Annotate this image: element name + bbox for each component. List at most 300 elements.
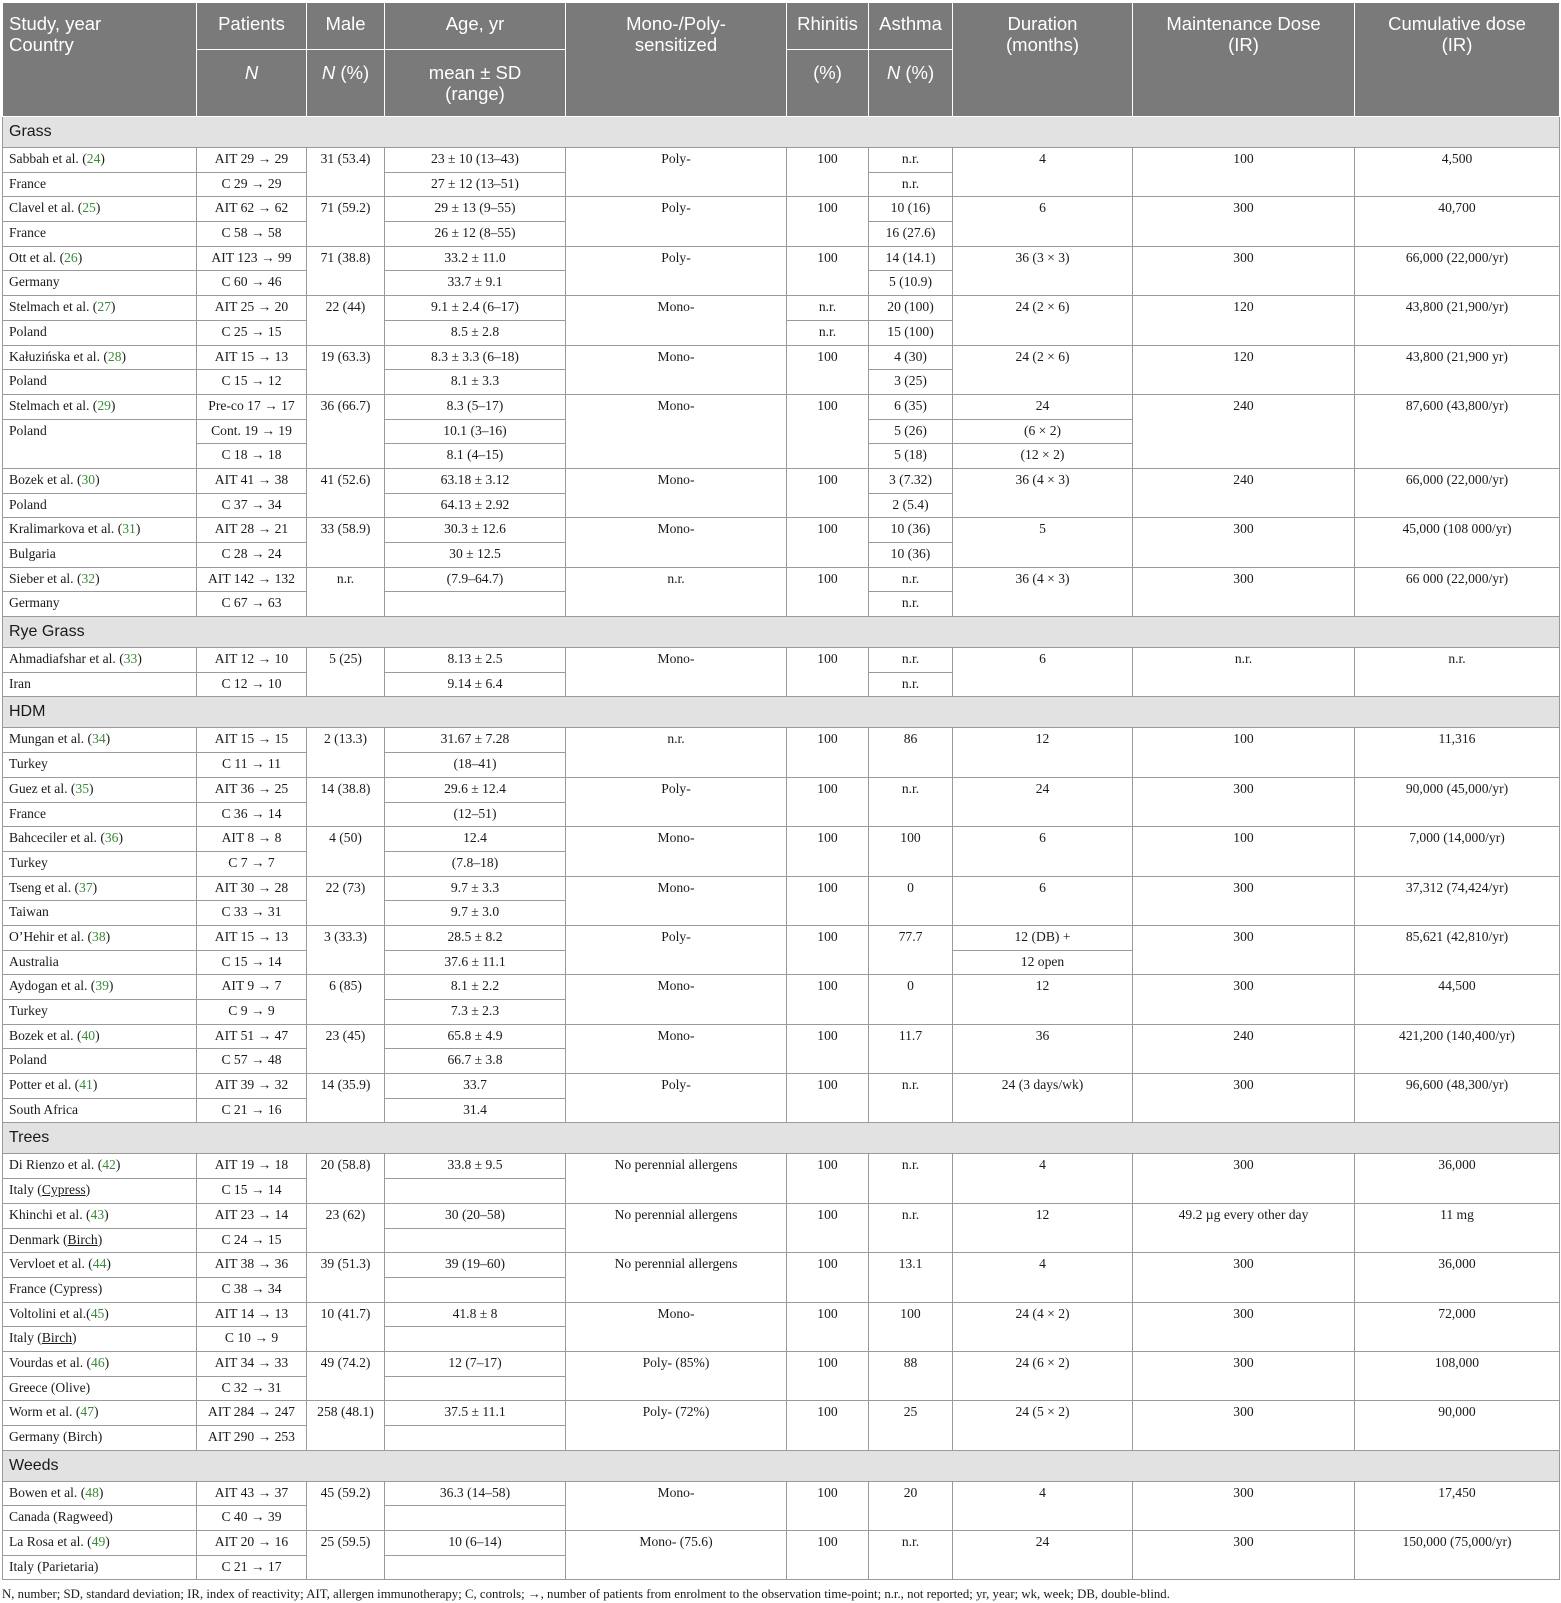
- cumulative-dose-cell: 17,450: [1355, 1481, 1560, 1530]
- cumulative-dose-cell: 45,000 (108 000/yr): [1355, 518, 1560, 567]
- rhinitis-cell: 100: [787, 197, 869, 246]
- cumulative-dose-cell: 4,500: [1355, 148, 1560, 197]
- asthma-cell: 13.1: [869, 1253, 953, 1302]
- reference-close: ): [110, 397, 116, 413]
- duration-cell: 12: [953, 975, 1133, 1024]
- rhinitis-cell: 100: [787, 1401, 869, 1450]
- rhinitis-cell: 100: [787, 876, 869, 925]
- table-row: [3, 345, 1560, 370]
- patients-cell: AIT 15 → 15: [197, 728, 307, 753]
- patients-cell: C 11 → 11: [197, 753, 307, 778]
- header-cumulative: [1355, 3, 1560, 117]
- asthma-cell: 2 (5.4): [869, 493, 953, 518]
- study-name-text: Di Rienzo et al. (: [9, 1157, 103, 1173]
- study-name-text: La Rosa et al. (: [9, 1534, 92, 1550]
- male-cell: 41 (52.6): [307, 468, 385, 517]
- table-row: [3, 1024, 1560, 1049]
- header-patients-sub: N: [197, 50, 307, 117]
- age-cell: 8.13 ± 2.5: [385, 648, 566, 673]
- age-cell: [385, 1426, 566, 1451]
- maintenance-dose-cell: 120: [1133, 296, 1355, 345]
- age-cell: 9.1 ± 2.4 (6–17): [385, 296, 566, 321]
- rhinitis-cell: 100: [787, 1302, 869, 1351]
- study-name: [3, 296, 197, 321]
- sensitized-cell: Poly-: [566, 246, 787, 295]
- table-row: [3, 1531, 1560, 1556]
- male-cell: 4 (50): [307, 827, 385, 876]
- rhinitis-cell: n.r.: [787, 320, 869, 345]
- table-container: [2, 2, 1559, 1602]
- patients-cell: AIT 39 → 32: [197, 1074, 307, 1099]
- rhinitis-cell: 100: [787, 777, 869, 826]
- reference-link: 43: [90, 1206, 105, 1222]
- allergen-text: Cypress: [41, 1182, 86, 1198]
- patients-cell: AIT 51 → 47: [197, 1024, 307, 1049]
- age-cell: [385, 1555, 566, 1580]
- header-asthma: Asthma: [869, 3, 953, 50]
- patients-cell: C 38 → 34: [197, 1277, 307, 1302]
- asthma-cell: 0: [869, 975, 953, 1024]
- sensitized-cell: Mono-: [566, 827, 787, 876]
- age-cell: 33.7 ± 9.1: [385, 271, 566, 296]
- study-name: [3, 1074, 197, 1099]
- age-cell: 27 ± 12 (13–51): [385, 172, 566, 197]
- study-country: [3, 271, 197, 296]
- country-text: Denmark (: [9, 1231, 68, 1247]
- study-name: [3, 1401, 197, 1426]
- sensitized-cell: Poly-: [566, 148, 787, 197]
- study-name-text: Potter et al. (: [9, 1077, 80, 1093]
- age-cell: 31.67 ± 7.28: [385, 728, 566, 753]
- reference-close: ): [118, 830, 123, 846]
- patients-cell: C 57 → 48: [197, 1049, 307, 1074]
- asthma-cell: 100: [869, 827, 953, 876]
- age-cell: 9.7 ± 3.3: [385, 876, 566, 901]
- country-text: Turkey: [9, 756, 48, 772]
- patients-cell: C 33 → 31: [197, 901, 307, 926]
- study-country: [3, 172, 197, 197]
- reference-link: 34: [92, 731, 106, 747]
- duration-cell: 12 (DB) +: [953, 925, 1133, 950]
- study-country: [3, 1426, 197, 1451]
- study-name: [3, 1531, 197, 1556]
- study-name: [3, 246, 197, 271]
- reference-close: ): [121, 348, 127, 364]
- country-text: Bulgaria: [9, 546, 56, 561]
- reference-link: 36: [104, 830, 119, 846]
- duration-cell: 36 (3 × 3): [953, 246, 1133, 295]
- cumulative-dose-cell: 7,000 (14,000/yr): [1355, 827, 1560, 876]
- cumulative-dose-cell: 421,200 (140,400/yr): [1355, 1024, 1560, 1073]
- rhinitis-cell: 100: [787, 925, 869, 974]
- reference-link: 49: [91, 1534, 106, 1550]
- country-text: Australia: [9, 953, 59, 969]
- age-cell: (12–51): [385, 802, 566, 827]
- study-name-text: Kałuzińska et al. (: [9, 348, 108, 364]
- study-name-text: Vourdas et al. (: [9, 1354, 92, 1370]
- age-cell: 65.8 ± 4.9: [385, 1024, 566, 1049]
- rhinitis-cell: 100: [787, 1074, 869, 1123]
- asthma-cell: 3 (25): [869, 370, 953, 395]
- table-row: [3, 1074, 1560, 1099]
- maintenance-dose-cell: 300: [1133, 925, 1355, 974]
- duration-cell: 24 (5 × 2): [953, 1401, 1133, 1450]
- study-country: [3, 1327, 197, 1352]
- study-country: [3, 222, 197, 247]
- patients-cell: AIT 15 → 13: [197, 925, 307, 950]
- reference-close: ): [104, 1305, 109, 1321]
- patients-cell: AIT 23 → 14: [197, 1203, 307, 1228]
- study-country: [3, 543, 197, 568]
- rhinitis-cell: 100: [787, 1024, 869, 1073]
- country-text: Iran: [9, 675, 31, 691]
- duration-cell: 5: [953, 518, 1133, 567]
- patients-cell: C 25 → 15: [197, 320, 307, 345]
- reference-link: 26: [64, 249, 78, 265]
- asthma-cell: 4 (30): [869, 345, 953, 370]
- sensitized-cell: Poly-: [566, 777, 787, 826]
- reference-close: ): [89, 780, 94, 796]
- country-text: ): [85, 1182, 91, 1198]
- reference-link: 38: [92, 928, 106, 944]
- sensitized-cell: Mono-: [566, 518, 787, 567]
- duration-cell: 4: [953, 1253, 1133, 1302]
- age-cell: 26 ± 12 (8–55): [385, 222, 566, 247]
- study-country: [3, 1376, 197, 1401]
- age-cell: 37.6 ± 11.1: [385, 950, 566, 975]
- header-sens-line1: Mono-/Poly-: [626, 13, 726, 34]
- duration-cell: 4: [953, 1481, 1133, 1530]
- maintenance-dose-cell: 300: [1133, 777, 1355, 826]
- sensitized-cell: No perennial allergens: [566, 1154, 787, 1203]
- patients-cell: AIT 20 → 16: [197, 1531, 307, 1556]
- study-country: [3, 901, 197, 926]
- male-cell: 6 (85): [307, 975, 385, 1024]
- duration-cell: 36: [953, 1024, 1133, 1073]
- asthma-cell: n.r.: [869, 777, 953, 826]
- country-text: ): [97, 1231, 103, 1247]
- reference-link: 30: [81, 471, 96, 487]
- maintenance-dose-cell: 300: [1133, 876, 1355, 925]
- reference-close: ): [92, 1077, 98, 1093]
- allergen-text: Birch: [67, 1231, 98, 1247]
- study-name: [3, 468, 197, 493]
- study-name: [3, 827, 197, 852]
- header-study-line1: Study, year: [9, 13, 102, 34]
- table-body: [3, 117, 1560, 1580]
- table-row: [3, 468, 1560, 493]
- maintenance-dose-cell: 100: [1133, 728, 1355, 777]
- asthma-cell: 5 (18): [869, 444, 953, 469]
- header-age-sub-line1: mean ± SD: [428, 62, 522, 83]
- patients-cell: AIT 28 → 21: [197, 518, 307, 543]
- patients-cell: AIT 12 → 10: [197, 648, 307, 673]
- asthma-cell: 5 (26): [869, 419, 953, 444]
- table-row: [3, 975, 1560, 1000]
- rhinitis-cell: 100: [787, 648, 869, 697]
- reference-link: 35: [75, 780, 90, 796]
- maintenance-dose-cell: 300: [1133, 1351, 1355, 1400]
- age-cell: 33.2 ± 11.0: [385, 246, 566, 271]
- age-cell: 10 (6–14): [385, 1531, 566, 1556]
- cumulative-dose-cell: 36,000: [1355, 1253, 1560, 1302]
- patients-cell: AIT 284 → 247: [197, 1401, 307, 1426]
- cumulative-dose-cell: 108,000: [1355, 1351, 1560, 1400]
- asthma-cell: 5 (10.9): [869, 271, 953, 296]
- age-cell: 64.13 ± 2.92: [385, 493, 566, 518]
- reference-close: ): [92, 879, 98, 895]
- patients-cell: AIT 142 → 132: [197, 567, 307, 592]
- study-country: [3, 753, 197, 778]
- header-asthma-sub-n: N: [886, 62, 901, 83]
- male-cell: 23 (62): [307, 1203, 385, 1252]
- age-cell: [385, 592, 566, 617]
- table-row: [3, 648, 1560, 673]
- maintenance-dose-cell: 240: [1133, 468, 1355, 517]
- cumulative-dose-cell: 66,000 (22,000/yr): [1355, 468, 1560, 517]
- asthma-cell: n.r.: [869, 1203, 953, 1252]
- table-row: [3, 827, 1560, 852]
- study-country: [3, 1506, 197, 1531]
- study-country: [3, 419, 197, 468]
- reference-link: 48: [85, 1484, 99, 1500]
- patients-cell: AIT 29 → 29: [197, 148, 307, 173]
- sensitized-cell: Mono-: [566, 1302, 787, 1351]
- male-cell: 71 (59.2): [307, 197, 385, 246]
- reference-link: 25: [82, 200, 96, 216]
- reference-close: ): [93, 1404, 99, 1420]
- maintenance-dose-cell: 300: [1133, 1154, 1355, 1203]
- male-cell: 36 (66.7): [307, 394, 385, 468]
- male-cell: 258 (48.1): [307, 1401, 385, 1450]
- asthma-cell: 3 (7.32): [869, 468, 953, 493]
- age-cell: 9.7 ± 3.0: [385, 901, 566, 926]
- study-country: [3, 1000, 197, 1025]
- country-text: Italy (: [9, 1330, 42, 1346]
- asthma-cell: n.r.: [869, 148, 953, 173]
- reference-close: ): [95, 570, 100, 586]
- maintenance-dose-cell: 300: [1133, 1074, 1355, 1123]
- duration-cell: 12: [953, 728, 1133, 777]
- reference-close: ): [104, 1206, 109, 1222]
- study-name: [3, 394, 197, 419]
- duration-cell: 24 (2 × 6): [953, 345, 1133, 394]
- maintenance-dose-cell: 100: [1133, 827, 1355, 876]
- study-name-text: Worm et al. (: [9, 1404, 81, 1420]
- age-cell: [385, 1277, 566, 1302]
- sensitized-cell: Mono-: [566, 394, 787, 468]
- sensitized-cell: Poly-: [566, 197, 787, 246]
- age-cell: 9.14 ± 6.4: [385, 672, 566, 697]
- duration-cell: 6: [953, 876, 1133, 925]
- patients-cell: C 29 → 29: [197, 172, 307, 197]
- duration-cell: 24 (4 × 2): [953, 1302, 1133, 1351]
- reference-link: 33: [123, 651, 138, 667]
- cumulative-dose-cell: 43,800 (21,900/yr): [1355, 296, 1560, 345]
- maintenance-dose-cell: 300: [1133, 246, 1355, 295]
- study-name-text: Khinchi et al. (: [9, 1206, 91, 1222]
- country-text: Germany: [9, 595, 60, 611]
- section-row: [3, 617, 1560, 648]
- male-cell: 22 (73): [307, 876, 385, 925]
- cumulative-dose-cell: 150,000 (75,000/yr): [1355, 1531, 1560, 1580]
- rhinitis-cell: 100: [787, 1203, 869, 1252]
- asthma-cell: 86: [869, 728, 953, 777]
- cumulative-dose-cell: 66 000 (22,000/yr): [1355, 567, 1560, 616]
- rhinitis-cell: 100: [787, 827, 869, 876]
- reference-link: 44: [92, 1256, 107, 1272]
- country-text: South Africa: [9, 1101, 79, 1117]
- asthma-cell: n.r.: [869, 648, 953, 673]
- study-country: [3, 1555, 197, 1580]
- duration-cell: 6: [953, 827, 1133, 876]
- table-row: [3, 148, 1560, 173]
- asthma-cell: n.r.: [869, 1531, 953, 1580]
- patients-cell: C 15 → 14: [197, 1179, 307, 1204]
- sensitized-cell: Poly- (72%): [566, 1401, 787, 1450]
- patients-cell: AIT 38 → 36: [197, 1253, 307, 1278]
- asthma-cell: n.r.: [869, 672, 953, 697]
- age-cell: 30 ± 12.5: [385, 543, 566, 568]
- study-name-text: Guez et al. (: [9, 780, 76, 796]
- age-cell: (7.9–64.7): [385, 567, 566, 592]
- rhinitis-cell: 100: [787, 345, 869, 394]
- study-name-text: O’Hehir et al. (: [9, 928, 93, 944]
- study-name: [3, 728, 197, 753]
- patients-cell: AIT 41 → 38: [197, 468, 307, 493]
- rhinitis-cell: 100: [787, 1351, 869, 1400]
- patients-cell: AIT 123 → 99: [197, 246, 307, 271]
- study-name: [3, 1154, 197, 1179]
- allergen-text: Birch: [41, 1330, 73, 1346]
- cumulative-dose-cell: 43,800 (21,900 yr): [1355, 345, 1560, 394]
- sensitized-cell: Mono-: [566, 468, 787, 517]
- patients-cell: C 24 → 15: [197, 1228, 307, 1253]
- duration-cell: 12 open: [953, 950, 1133, 975]
- cumulative-dose-cell: 44,500: [1355, 975, 1560, 1024]
- patients-cell: C 37 → 34: [197, 493, 307, 518]
- age-cell: [385, 1506, 566, 1531]
- country-text: Poland: [9, 323, 47, 339]
- asthma-cell: n.r.: [869, 172, 953, 197]
- header-asthma-sub: [869, 50, 953, 117]
- asthma-cell: 6 (35): [869, 394, 953, 419]
- patients-cell: AIT 290 → 253: [197, 1426, 307, 1451]
- patients-cell: C 32 → 31: [197, 1376, 307, 1401]
- reference-link: 37: [79, 879, 93, 895]
- header-duration: [953, 3, 1133, 117]
- asthma-cell: 16 (27.6): [869, 222, 953, 247]
- rhinitis-cell: 100: [787, 246, 869, 295]
- patients-cell: C 21 → 16: [197, 1098, 307, 1123]
- header-sens-line2: sensitized: [634, 34, 718, 55]
- patients-cell: Cont. 19 → 19: [197, 419, 307, 444]
- duration-cell: 24 (2 × 6): [953, 296, 1133, 345]
- age-cell: 28.5 ± 8.2: [385, 925, 566, 950]
- maintenance-dose-cell: 300: [1133, 567, 1355, 616]
- reference-close: ): [95, 471, 100, 487]
- reference-close: ): [110, 299, 116, 315]
- reference-close: ): [108, 978, 114, 994]
- header-maintenance: [1133, 3, 1355, 117]
- patients-cell: AIT 8 → 8: [197, 827, 307, 852]
- study-name-text: Ahmadiafshar et al. (: [9, 651, 124, 667]
- reference-close: ): [106, 1256, 111, 1272]
- study-country: [3, 950, 197, 975]
- table-row: [3, 246, 1560, 271]
- country-text: Turkey: [9, 1003, 48, 1018]
- duration-cell: 4: [953, 148, 1133, 197]
- asthma-cell: n.r.: [869, 592, 953, 617]
- sensitized-cell: Poly-: [566, 925, 787, 974]
- header-sensitized: [566, 3, 787, 117]
- header-patients: Patients: [197, 3, 307, 50]
- rhinitis-cell: 100: [787, 1531, 869, 1580]
- age-cell: 29.6 ± 12.4: [385, 777, 566, 802]
- rhinitis-cell: 100: [787, 567, 869, 616]
- cumulative-dose-cell: 11 mg: [1355, 1203, 1560, 1252]
- header-age-sub-line2: (range): [445, 83, 505, 104]
- cumulative-dose-cell: 72,000: [1355, 1302, 1560, 1351]
- study-name: [3, 1203, 197, 1228]
- sensitized-cell: Mono-: [566, 876, 787, 925]
- duration-cell: 6: [953, 197, 1133, 246]
- reference-close: ): [95, 1027, 100, 1043]
- maintenance-dose-cell: 300: [1133, 1481, 1355, 1530]
- patients-cell: C 7 → 7: [197, 851, 307, 876]
- table-row: [3, 728, 1560, 753]
- study-country: [3, 1098, 197, 1123]
- asthma-cell: 88: [869, 1351, 953, 1400]
- age-cell: 30 (20–58): [385, 1203, 566, 1228]
- age-cell: 7.3 ± 2.3: [385, 1000, 566, 1025]
- table-row: [3, 1401, 1560, 1426]
- age-cell: [385, 1179, 566, 1204]
- study-name-text: Bowen et al. (: [9, 1484, 86, 1500]
- study-name-text: Sabbah et al. (: [9, 151, 87, 166]
- duration-cell: 24: [953, 777, 1133, 826]
- maintenance-dose-cell: 300: [1133, 518, 1355, 567]
- section-row: [3, 1123, 1560, 1154]
- header-cumulative-line1: Cumulative dose: [1388, 13, 1526, 34]
- rhinitis-cell: 100: [787, 1154, 869, 1203]
- study-name-text: Kralimarkova et al. (: [9, 521, 123, 537]
- reference-link: 41: [79, 1077, 93, 1093]
- patients-cell: AIT 14 → 13: [197, 1302, 307, 1327]
- table-row: [3, 1203, 1560, 1228]
- country-text: Poland: [9, 422, 47, 438]
- header-maintenance-line2: (IR): [1228, 34, 1259, 55]
- header-duration-line1: Duration: [1007, 13, 1078, 34]
- duration-cell: 4: [953, 1154, 1133, 1203]
- cumulative-dose-cell: 90,000 (45,000/yr): [1355, 777, 1560, 826]
- study-country: [3, 320, 197, 345]
- rhinitis-cell: 100: [787, 975, 869, 1024]
- study-name-text: Tseng et al. (: [9, 879, 80, 895]
- male-cell: n.r.: [307, 567, 385, 616]
- country-text: Turkey: [9, 854, 48, 870]
- study-country: [3, 851, 197, 876]
- maintenance-dose-cell: 300: [1133, 1253, 1355, 1302]
- age-cell: 8.3 (5–17): [385, 394, 566, 419]
- table-footnote: N, number; SD, standard deviation; IR, index of reactivity; AIT, allergen immunotherapy; C, controls; →, number of patients from enrolment to the observation time-point; n.r., not reported; yr, year; wk, week; DB, double-blind.: [2, 1587, 1170, 1602]
- age-cell: 8.1 ± 3.3: [385, 370, 566, 395]
- reference-link: 40: [81, 1027, 96, 1043]
- patients-cell: AIT 34 → 33: [197, 1351, 307, 1376]
- country-text: Germany: [9, 274, 60, 290]
- sensitized-cell: No perennial allergens: [566, 1253, 787, 1302]
- country-text: Taiwan: [9, 904, 49, 920]
